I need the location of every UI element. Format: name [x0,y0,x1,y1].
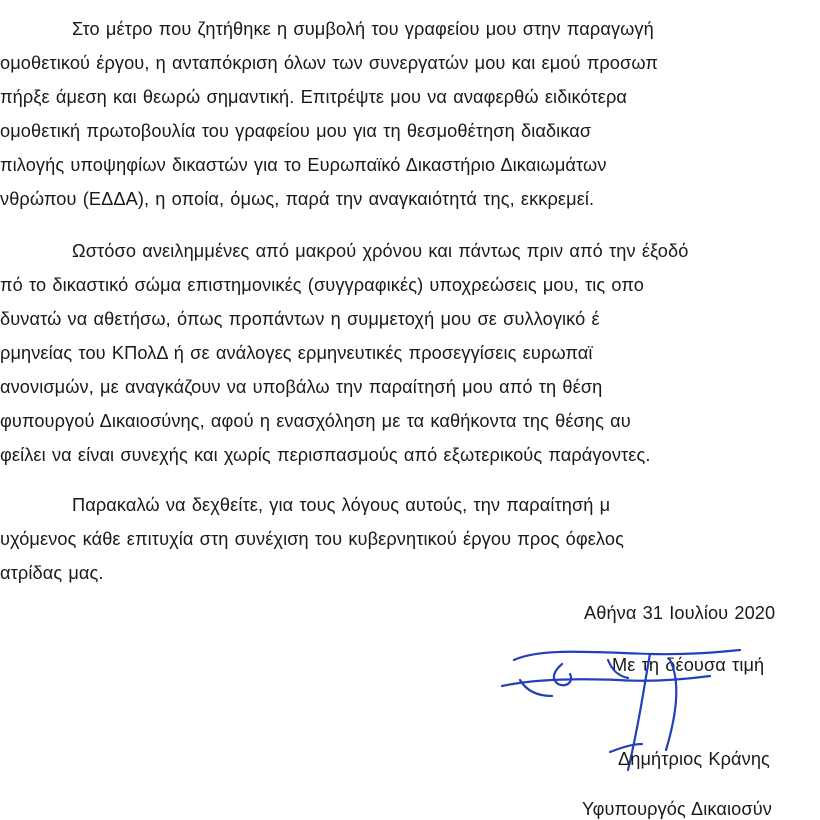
text-line: φείλει να είναι συνεχής και χωρίς περισπασμούς από εξωτερικούς παράγοντες. [0,445,651,465]
text-line: Ωστόσο ανειλημμένες από μακρού χρόνου και πάντως πριν από την έξοδό [72,241,689,261]
text-line: ανονισμών, με αναγκάζουν να υποβάλω την παραίτησή μου από τη θέση [0,377,603,397]
text-line: ρμηνείας του ΚΠολΔ ή σε ανάλογες ερμηνευτικές προσεγγίσεις ευρωπαϊ [0,343,593,363]
text-line: υχόμενος κάθε επιτυχία στη συνέχιση του κυβερνητικού έργου προς όφελος [0,529,624,549]
salutation: Με τη δέουσα τιμή [612,655,765,675]
text-line: ομοθετικού έργου, η ανταπόκριση όλων των συνεργατών μου και εμού προσωπ [0,53,659,73]
text-line: Στο μέτρο που ζητήθηκε η συμβολή του γραφείου μου στην παραγωγή [72,19,654,39]
letter-date: Αθήνα 31 Ιουλίου 2020 [584,603,776,623]
signer-title: Υφυπουργός Δικαιοσύν [582,799,772,819]
signer-name: Δημήτριος Κράνης [618,749,770,769]
text-line: ομοθετική πρωτοβουλία του γραφείου μου για τη θεσμοθέτηση διαδικασ [0,121,592,141]
text-line: πήρξε άμεση και θεωρώ σημαντική. Επιτρέψτε μου να αναφερθώ ειδικότερα [0,87,628,107]
text-line: φυπουργού Δικαιοσύνης, αφού η ενασχόληση με τα καθήκοντα της θέσης αυ [0,411,631,431]
text-line: δυνατώ να αθετήσω, όπως προπάντων η συμμετοχή μου σε συλλογικό έ [0,309,600,329]
text-line: πιλογής υποψηφίων δικαστών για το Ευρωπαϊκό Δικαστήριο Δικαιωμάτων [0,155,607,175]
text-line: νθρώπου (ΕΔΔΑ), η οποία, όμως, παρά την αναγκαιότητά της, εκκρεμεί. [0,189,595,209]
text-line: Παρακαλώ να δεχθείτε, για τους λόγους αυτούς, την παραίτησή μ [72,495,611,515]
text-line: ατρίδας μας. [0,563,104,583]
text-line: πό το δικαστικό σώμα επιστημονικές (συγγραφικές) υποχρεώσεις μου, τις οπο [0,275,644,295]
